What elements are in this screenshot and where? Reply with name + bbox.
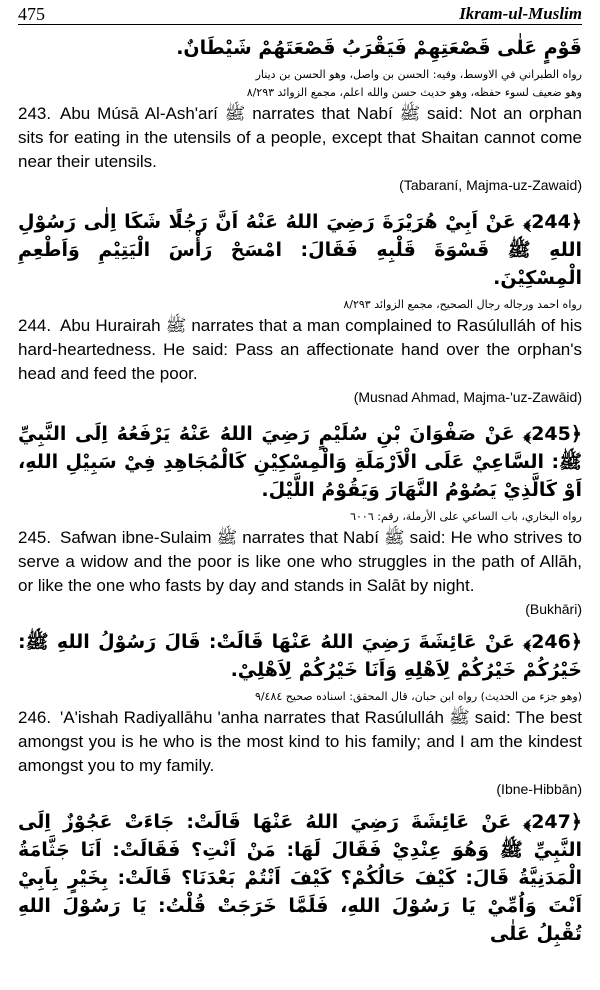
translation-245-source: (Bukhāri)	[525, 601, 582, 617]
page-number: 475	[18, 4, 45, 24]
translation-number: 245.	[18, 528, 52, 547]
hadith-245-arabic: ﴿245﴾ عَنْ صَفْوَانَ بْنِ سُلَيْمٍ رَضِيَ اللهُ عَنْهُ يَرْفَعُهُ اِلَى النَّبِيِّ ﷺ: السَّاعِيْ عَلَى الْاَرْمَلَةِ وَالْمِسْكِيْنِ كَالْمُجَاهِدِ فِيْ سَبِيْلِ اللهِ، اَوْ كَالَّذِيْ يَصُوْمُ النَّهَارَ وَيَقُوْمُ اللَّيْلَ.	[18, 423, 582, 501]
translation-244-source: (Musnad Ahmad, Majma-'uz-Zawāid)	[353, 389, 582, 405]
translation-number: 246.	[18, 708, 52, 727]
translation-number: 244.	[18, 316, 52, 335]
translation-text: Abu Músā Al-Ash'arí ﷺ narrates that Nabí ﷺ said: Not an orphan sits for eating in the utensils of a people, except that Shaitan cannot come near their utensils.	[18, 104, 582, 171]
translation-246-source: (Ibne-Hibbān)	[496, 781, 582, 797]
hadith-242-arabic-end: قَوْمٍ عَلٰى قَصْعَتِهِمْ فَيَقْرَبُ قَصْعَتَهُمْ شَيْطَانٌ.	[176, 37, 582, 59]
hadith-244-reference: رواه احمد ورجاله رجال الصحيح، مجمع الزوائد ٨/٢٩٣	[343, 298, 582, 311]
hadith-244-arabic: ﴿244﴾ عَنْ اَبِيْ هُرَيْرَةَ رَضِيَ اللهُ عَنْهُ اَنَّ رَجُلًا شَكَا اِلٰى رَسُوْلِ اللهِ ﷺ قَسْوَةَ قَلْبِهِ فَقَالَ: امْسَحْ رَأْسَ الْيَتِيْمِ وَاَطْعِمِ الْمِسْكِيْنَ.	[18, 211, 582, 289]
translation-number: 243.	[18, 104, 52, 123]
translation-text: Safwan ibne-Sulaim ﷺ narrates that Nabí ﷺ said: He who strives to serve a widow and the poor is like one who struggles in the path of Allāh, or like the one who fasts by day and stands in Salāt by night.	[18, 528, 582, 595]
translation-245	[18, 526, 582, 598]
page-header	[18, 0, 582, 25]
translation-246	[18, 706, 582, 778]
hadith-242-reference-line-1: رواه الطبراني في الاوسط، وفيه: الحسن بن واصل، وهو الحسن بن دينار	[255, 68, 582, 81]
translation-text: Abu Hurairah ﷺ narrates that a man complained to Rasúlulláh of his hard-heartedness. He said: Pass an affectionate hand over the orphan's head and feed the poor.	[18, 316, 582, 383]
translation-243	[18, 102, 582, 174]
hadith-242-reference-line-2: وهو ضعيف لسوء حفظه، وهو حديث حسن والله اعلم، مجمع الزوائد ٨/٢٩٣	[246, 86, 582, 99]
hadith-247-arabic: ﴿247﴾ عَنْ عَائِشَةَ رَضِيَ اللهُ عَنْهَا قَالَتْ: جَاءَتْ عَجُوْزٌ اِلَى النَّبِيِّ ﷺ وَهُوَ عِنْدِيْ فَقَالَ لَهَا: مَنْ اَنْتِ؟ فَقَالَتْ: اَنَا جَثَّامَةُ الْمَدَنِيَّةُ قَالَ: كَيْفَ حَالُكُمْ؟ كَيْفَ اَنْتُمْ بَعْدَنَا؟ قَالَتْ: بِخَيْرٍ بِاَبِيْ اَنْتَ وَاُمِّيْ يَا رَسُوْلَ اللهِ، فَلَمَّا خَرَجَتْ قُلْتُ: يَا رَسُوْلَ اللهِ تُقْبِلُ عَلٰى	[18, 811, 582, 945]
translation-244	[18, 314, 582, 386]
hadith-246-reference: (وهو جزء من الحديث) رواه ابن حبان، قال المحقق: اسناده صحيح ٩/٤٨٤	[254, 690, 582, 703]
page-content	[18, 34, 582, 984]
translation-243-source: (Tabaraní, Majma-uz-Zawaid)	[399, 177, 582, 193]
translation-text: 'A'ishah Radiyallāhu 'anha narrates that Rasúlulláh ﷺ said: The best amongst you is he who is the most kind to his family; and I am the kindest amongst you to my family.	[18, 708, 582, 775]
hadith-246-arabic: ﴿246﴾ عَنْ عَائِشَةَ رَضِيَ اللهُ عَنْهَا قَالَتْ: قَالَ رَسُوْلُ اللهِ ﷺ: خَيْرُكُمْ خَيْرُكُمْ لِاَهْلِهِ وَاَنَا خَيْرُكُمْ لِاَهْلِيْ.	[18, 631, 582, 681]
running-head: Ikram-ul-Muslim	[459, 4, 582, 23]
hadith-245-reference: رواه البخاري، باب الساعي على الأرملة، رقم: ٦٠٠٦	[350, 510, 582, 523]
